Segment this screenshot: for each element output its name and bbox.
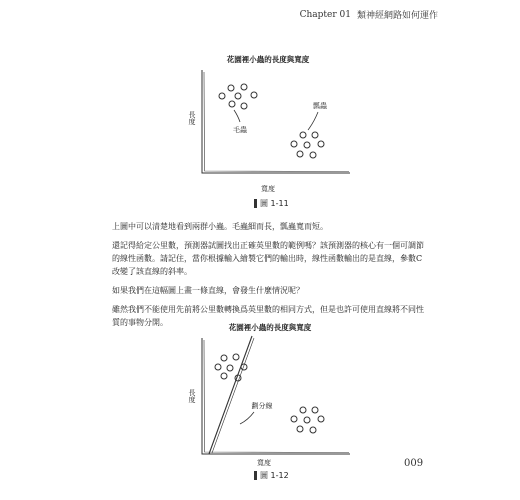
- caterpillar-point: [251, 92, 257, 98]
- caterpillar-point: [228, 85, 234, 91]
- figure1-title: 花園裡小蟲的長度與寬度: [226, 55, 310, 64]
- ladybird-cluster-2: [291, 407, 324, 433]
- caption-mark: [254, 199, 257, 208]
- ladybird-point: [312, 132, 318, 138]
- figure1-caption-text: 圖 1-11: [260, 199, 289, 208]
- caterpillar-point: [221, 373, 227, 379]
- caterpillar-point: [219, 93, 225, 99]
- caterpillar-pointer-arrow: [234, 110, 240, 122]
- paragraph-1: 上圖中可以清楚地看到兩群小蟲。毛蟲細而長，瓢蟲寬而短。: [112, 222, 328, 231]
- caterpillar-point: [241, 103, 247, 109]
- figure2-caption-text: 圖 1-12: [260, 471, 289, 480]
- caterpillar-point: [221, 355, 227, 361]
- caption-mark: [254, 471, 257, 480]
- divider-label: 劃分線: [251, 402, 273, 410]
- paragraph-3: 如果我們在這幅圖上畫一條直線，會發生什麼情況呢？: [112, 286, 304, 295]
- figure1-axes: [202, 70, 350, 173]
- ladybird-point: [304, 417, 310, 423]
- chapter-title: 類神經網路如何運作: [356, 11, 438, 21]
- ladybird-point: [304, 142, 310, 148]
- ladybird-pointer-arrow: [308, 112, 318, 130]
- figure2-xlabel: 寬度: [257, 459, 271, 466]
- figure2-title: 花園裡小蟲的長度與寬度: [228, 323, 312, 332]
- ladybird-point: [297, 151, 303, 157]
- caterpillar-point: [241, 84, 247, 90]
- body-text: [112, 220, 430, 329]
- ladybird-cluster: [291, 132, 324, 158]
- caterpillar-cluster-2: [215, 354, 247, 381]
- ladybird-point: [300, 407, 306, 413]
- divider-pointer-arrow: [240, 412, 254, 424]
- paragraph-2: 還記得給定公里數，預測器試圖找出正確英里數的範例嗎？該預測器的核心有一個可調節的線性函數。請記住，當你根據輸入繪製它們的輸出時，線性函數輸出的是直線，參數C改變了該直線的斜率。: [112, 241, 424, 276]
- ladybird-point: [318, 141, 324, 147]
- page-number: 009: [404, 458, 424, 469]
- caterpillar-label: 毛蟲: [233, 126, 247, 134]
- figure1-caption: [254, 198, 289, 209]
- dividing-line: [209, 336, 254, 454]
- caterpillar-point: [227, 365, 233, 371]
- caterpillar-point: [229, 101, 235, 107]
- figure-1-11: [160, 48, 380, 208]
- caterpillar-point: [215, 364, 221, 370]
- figure-1-12: [160, 316, 380, 466]
- figure2-ylabel: 長度: [188, 389, 196, 403]
- ladybird-point: [310, 152, 316, 158]
- caterpillar-point: [233, 354, 239, 360]
- chapter-number: Chapter 01: [299, 9, 351, 20]
- caterpillar-cluster: [219, 84, 257, 109]
- paragraph-4: 雖然我們不能使用先前將公里數轉換爲英里數的相同方式，但是也許可使用直線將不同性質的事物分開。: [112, 305, 424, 327]
- ladybird-label: 瓢蟲: [313, 102, 327, 110]
- caterpillar-point: [235, 93, 241, 99]
- ladybird-point: [318, 416, 324, 422]
- ladybird-point: [297, 426, 303, 432]
- running-head: [300, 8, 438, 21]
- ladybird-point: [291, 416, 297, 422]
- figure2-caption: [254, 470, 289, 481]
- figure1-xlabel: 寬度: [261, 185, 275, 193]
- ladybird-point: [310, 427, 316, 433]
- figure1-ylabel: 長度: [188, 111, 196, 125]
- ladybird-point: [312, 407, 318, 413]
- ladybird-point: [300, 132, 306, 138]
- ladybird-point: [291, 141, 297, 147]
